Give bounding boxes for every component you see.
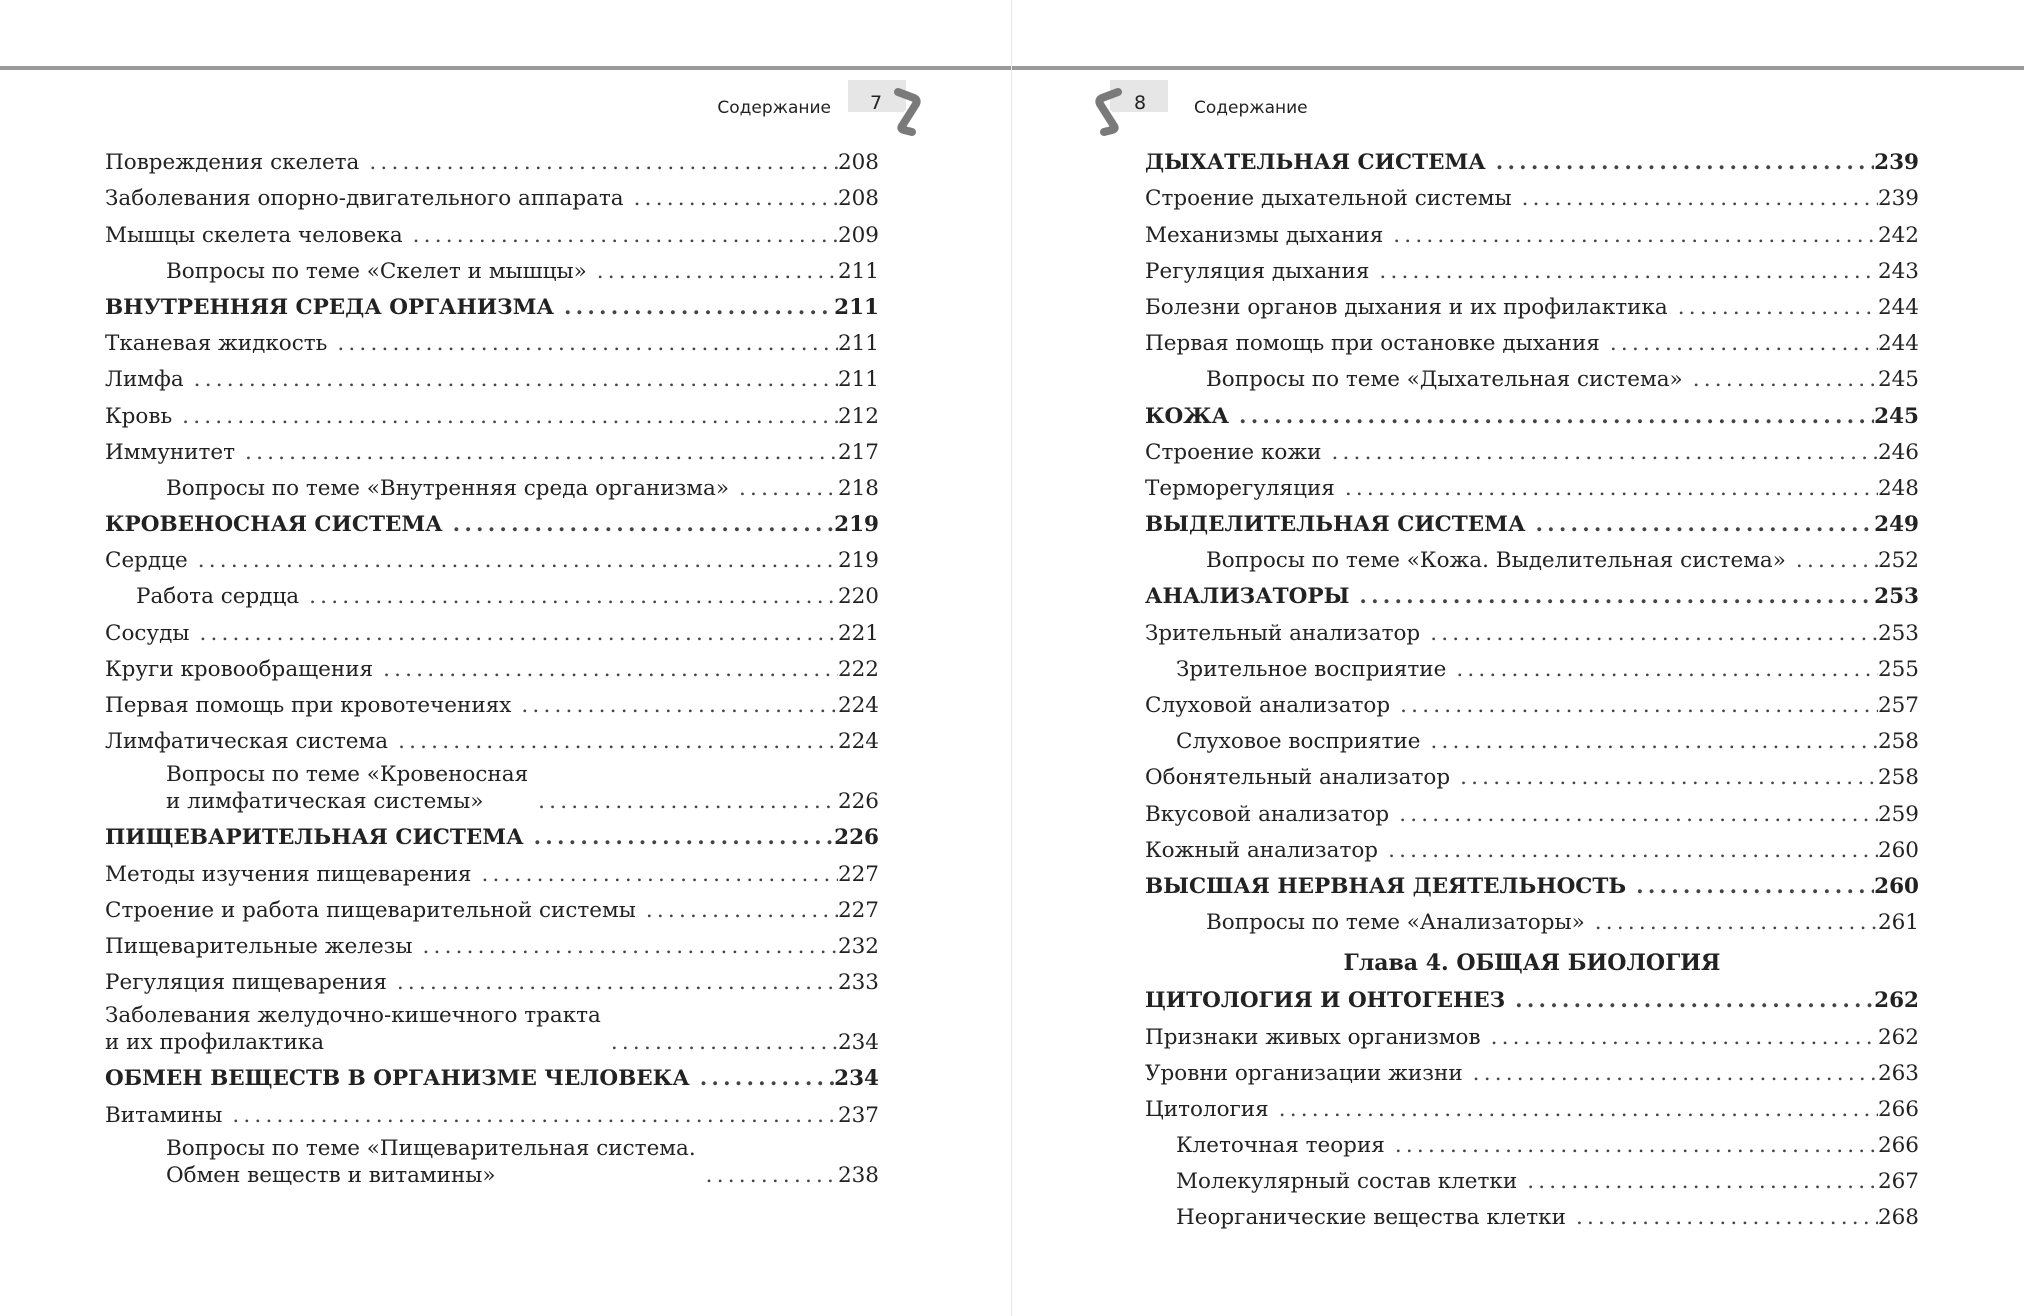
page-number: 8: [1133, 92, 1147, 114]
toc-entry-title-line: Тканевая жидкость: [105, 331, 328, 357]
toc-entry-page: 259: [1877, 801, 1919, 827]
dot-leader: [690, 1065, 834, 1096]
dot-leader: [1420, 728, 1877, 759]
toc-entry-title-line: Клеточная теория: [1176, 1133, 1385, 1159]
toc-entry[interactable]: [1145, 1199, 1919, 1235]
toc-entry-title: [1145, 801, 1389, 832]
toc-entry-title-line: Терморегуляция: [1145, 475, 1335, 501]
toc-entry-page: 209: [837, 222, 879, 248]
toc-entry-page: 253: [1874, 584, 1919, 610]
toc-entry-page: 226: [837, 789, 879, 815]
dot-leader: [1390, 692, 1878, 723]
toc-entry[interactable]: [1145, 361, 1919, 397]
toc-section-entry[interactable]: [105, 506, 879, 542]
toc-section-entry[interactable]: [1145, 578, 1919, 614]
toc-entry-title: [1145, 403, 1229, 434]
toc-list: [1145, 144, 1919, 1235]
dot-leader: [511, 692, 838, 723]
toc-entry-page: 237: [837, 1102, 879, 1128]
dot-leader: [1383, 222, 1878, 253]
dot-leader: [172, 403, 838, 434]
toc-entry-title: [105, 933, 413, 964]
toc-entry[interactable]: [105, 397, 879, 433]
toc-entry[interactable]: [105, 759, 879, 819]
toc-entry-page: 211: [837, 331, 879, 357]
toc-entry-page: 212: [837, 403, 879, 429]
toc-entry-title: [1176, 656, 1446, 687]
toc-entry-page: 266: [1877, 1096, 1919, 1122]
toc-entry-title: [1145, 620, 1420, 651]
dot-leader: [1463, 1060, 1878, 1091]
toc-entry-title-line: Строение кожи: [1145, 439, 1322, 465]
toc-entry-title: [105, 656, 373, 687]
toc-entry-title-line: ВЫСШАЯ НЕРВНАЯ ДЕЯТЕЛЬНОСТЬ: [1145, 873, 1627, 899]
toc-entry-page: 248: [1877, 475, 1919, 501]
toc-entry-page: 234: [837, 1030, 879, 1056]
toc-entry-page: 218: [837, 475, 879, 501]
toc-entry-title-line: Повреждения скелета: [105, 150, 360, 176]
toc-entry-page: 267: [1877, 1169, 1919, 1195]
dot-leader: [1349, 583, 1874, 614]
toc-entry-title-line: Вопросы по теме «Анализаторы»: [1206, 910, 1585, 936]
toc-list: [105, 144, 879, 1193]
toc-entry[interactable]: [105, 1133, 879, 1193]
toc-entry-page: 208: [837, 150, 879, 176]
toc-entry-title-line: Болезни органов дыхания и их профилактика: [1145, 294, 1668, 320]
toc-entry[interactable]: [1145, 832, 1919, 868]
toc-entry-title: [105, 1002, 601, 1060]
toc-section-entry[interactable]: [105, 819, 879, 855]
toc-entry-title: [105, 824, 524, 855]
toc-entry-page: 211: [837, 367, 879, 393]
page-number-tab: [846, 78, 928, 136]
toc-entry-page: 268: [1877, 1205, 1919, 1231]
toc-entry-page: 219: [837, 548, 879, 574]
toc-entry-page: 234: [834, 1066, 879, 1092]
dot-leader: [1446, 656, 1878, 687]
dot-leader: [387, 969, 838, 1000]
toc-entry[interactable]: [1145, 434, 1919, 470]
toc-entry[interactable]: [1145, 289, 1919, 325]
toc-entry[interactable]: [105, 216, 879, 252]
toc-entry-title: [1145, 149, 1486, 180]
toc-entry-title-line: Молекулярный состав клетки: [1176, 1169, 1518, 1195]
toc-entry-title: [1145, 692, 1390, 723]
toc-entry-title: [1176, 728, 1420, 759]
toc-entry-title: [105, 1102, 222, 1133]
toc-entry-title-line: ОБМЕН ВЕЩЕСТВ В ОРГАНИЗМЕ ЧЕЛОВЕКА: [105, 1066, 690, 1092]
toc-entry[interactable]: [105, 964, 879, 1000]
dot-leader: [1585, 909, 1878, 940]
toc-entry-title-line: Иммунитет: [105, 439, 236, 465]
toc-entry[interactable]: [1145, 723, 1919, 759]
toc-entry-title-line: Механизмы дыхания: [1145, 222, 1384, 248]
toc-entry[interactable]: [1145, 470, 1919, 506]
dot-leader: [1517, 1168, 1878, 1199]
toc-entry-page: 244: [1877, 294, 1919, 320]
toc-entry-title: [1145, 1024, 1481, 1055]
dot-leader: [1566, 1204, 1878, 1235]
dot-leader: [1525, 511, 1874, 542]
toc-entry-page: 243: [1877, 258, 1919, 284]
toc-entry[interactable]: [1145, 1018, 1919, 1054]
toc-entry-page: 255: [1877, 656, 1919, 682]
toc-entry[interactable]: [105, 892, 879, 928]
toc-entry-title-line: Лимфа: [105, 367, 184, 393]
toc-entry[interactable]: [1145, 216, 1919, 252]
dot-leader: [1335, 475, 1878, 506]
toc-entry[interactable]: [105, 253, 879, 289]
right-page: [1012, 0, 2024, 1316]
toc-entry-page: 224: [837, 729, 879, 755]
toc-entry[interactable]: [1145, 1163, 1919, 1199]
toc-entry[interactable]: [1145, 1127, 1919, 1163]
toc-entry-page: 252: [1877, 548, 1919, 574]
toc-entry-page: 208: [837, 186, 879, 212]
toc-entry-title-line: Неорганические вещества клетки: [1176, 1205, 1566, 1231]
toc-entry-title-line: Регуляция дыхания: [1145, 258, 1370, 284]
toc-entry-title-line: ЦИТОЛОГИЯ И ОНТОГЕНЕЗ: [1145, 988, 1506, 1014]
dot-leader: [696, 1162, 838, 1193]
toc-entry-title-line: Лимфатическая система: [105, 729, 389, 755]
toc-entry-title: [105, 185, 624, 216]
toc-entry-page: 220: [837, 584, 879, 610]
toc-entry-title: [1145, 583, 1349, 614]
toc-entry-title-line: Признаки живых организмов: [1145, 1024, 1481, 1050]
toc-section-entry[interactable]: [105, 289, 879, 325]
toc-section-entry[interactable]: [1145, 144, 1919, 180]
toc-section-entry[interactable]: [1145, 982, 1919, 1018]
toc-entry[interactable]: [1145, 904, 1919, 940]
toc-entry-page: 245: [1874, 403, 1919, 429]
toc-entry-title-line: Вопросы по теме «Дыхательная система»: [1206, 367, 1683, 393]
toc-entry-title-line: Вопросы по теме «Кожа. Выделительная система»: [1206, 548, 1786, 574]
toc-entry-page: 257: [1877, 693, 1919, 718]
toc-entry-page: 266: [1877, 1133, 1919, 1159]
toc-entry[interactable]: [105, 614, 879, 650]
toc-entry[interactable]: [1145, 795, 1919, 831]
toc-entry-page: 227: [837, 897, 879, 923]
toc-entry-title-line: Строение и работа пищеварительной системы: [105, 897, 636, 923]
toc-entry-title: [105, 897, 636, 928]
toc-entry[interactable]: [1145, 253, 1919, 289]
left-page: [0, 0, 1011, 1316]
toc-entry-title-line: Работа сердца: [136, 584, 300, 610]
toc-entry-title: [105, 403, 172, 434]
toc-entry[interactable]: [105, 361, 879, 397]
dot-leader: [1505, 987, 1874, 1018]
toc-section-entry[interactable]: [1145, 506, 1919, 542]
toc-entry-title: [105, 1065, 690, 1096]
toc-entry[interactable]: [105, 855, 879, 891]
toc-entry[interactable]: [105, 723, 879, 759]
toc-entry-title-line: Сердце: [105, 548, 188, 574]
toc-entry[interactable]: [105, 687, 879, 723]
toc-entry-title: [1145, 258, 1369, 289]
dot-leader: [1389, 801, 1878, 832]
dot-leader: [1512, 185, 1878, 216]
toc-entry-title: [1145, 511, 1525, 542]
toc-entry-page: 233: [837, 970, 879, 996]
toc-entry-title-line: АНАЛИЗАТОРЫ: [1145, 584, 1350, 610]
toc-entry-page: 224: [837, 693, 879, 718]
toc-section-entry[interactable]: [1145, 397, 1919, 433]
toc-entry-title-line: Кожный анализатор: [1145, 837, 1379, 863]
dot-leader: [601, 1029, 838, 1060]
dot-leader: [524, 824, 834, 855]
toc-entry-title: [105, 969, 387, 1000]
toc-entry-page: 258: [1877, 729, 1919, 755]
chapter-heading: Глава 4. ОБЩАЯ БИОЛОГИЯ: [1343, 950, 1721, 977]
toc-entry-title: [1176, 1168, 1517, 1199]
toc-entry-page: 226: [834, 825, 879, 851]
toc-entry-title: [105, 620, 189, 651]
toc-entry-title-line: и их профилактика: [105, 1030, 325, 1056]
toc-entry-page: 239: [1874, 150, 1919, 176]
toc-entry[interactable]: [1145, 1055, 1919, 1091]
dot-leader: [1385, 1132, 1878, 1163]
toc-entry-title: [105, 294, 554, 325]
toc-entry-title: [105, 547, 188, 578]
dot-leader: [1420, 620, 1878, 651]
toc-entry-title: [1145, 294, 1668, 325]
toc-entry-page: 222: [837, 656, 879, 682]
toc-entry-title: [136, 583, 299, 614]
toc-entry-title-line: Вопросы по теме «Пищеварительная система.: [166, 1135, 696, 1161]
toc-entry-page: 239: [1877, 186, 1919, 212]
toc-entry[interactable]: [1145, 1091, 1919, 1127]
toc-entry[interactable]: [1145, 180, 1919, 216]
toc-entry-title-line: Круги кровообращения: [105, 656, 374, 682]
toc-entry-title-line: Первая помощь при кровотечениях: [105, 693, 512, 718]
toc-entry[interactable]: [1145, 542, 1919, 578]
dot-leader: [235, 439, 838, 470]
toc-entry[interactable]: [1145, 325, 1919, 361]
toc-entry-title: [1145, 439, 1321, 470]
toc-entry-title-line: КРОВЕНОСНАЯ СИСТЕМА: [105, 512, 443, 538]
dot-leader: [443, 511, 834, 542]
dot-leader: [471, 861, 837, 892]
toc-entry-title-line: Обонятельный анализатор: [1145, 765, 1451, 791]
toc-entry[interactable]: [105, 470, 879, 506]
dot-leader: [528, 788, 838, 819]
toc-entry-title: [166, 761, 528, 819]
toc-entry-title-line: Цитология: [1145, 1096, 1269, 1122]
toc-entry-page: 219: [834, 512, 879, 538]
toc-entry-page: 260: [1874, 873, 1919, 899]
toc-entry-title-line: Вопросы по теме «Скелет и мышцы»: [166, 258, 587, 284]
toc-entry-title: [105, 861, 471, 892]
toc-entry-title: [105, 366, 184, 397]
toc-entry[interactable]: [105, 1000, 879, 1060]
toc-entry[interactable]: [105, 180, 879, 216]
toc-entry-title-line: Регуляция пищеварения: [105, 970, 387, 996]
dot-leader: [373, 656, 838, 687]
toc-entry-title: [1145, 330, 1600, 361]
dot-leader: [1481, 1024, 1878, 1055]
toc-entry-title-line: Витамины: [105, 1102, 223, 1128]
toc-entry-title-line: Обмен веществ и витамины»: [166, 1162, 496, 1188]
toc-entry-title-line: и лимфатическая системы»: [166, 789, 484, 815]
dot-leader: [1600, 330, 1878, 361]
toc-entry-page: 261: [1877, 910, 1919, 936]
toc-entry-page: 217: [837, 439, 879, 465]
toc-entry-title-line: Кровь: [105, 403, 173, 429]
dot-leader: [587, 258, 838, 289]
toc-entry-page: 227: [837, 861, 879, 887]
toc-entry-page: 262: [1874, 988, 1919, 1014]
toc-entry-page: 238: [837, 1162, 879, 1188]
toc-entry[interactable]: [105, 144, 879, 180]
dot-leader: [1668, 294, 1878, 325]
dot-leader: [222, 1102, 838, 1133]
toc-entry-title-line: Первая помощь при остановке дыхания: [1145, 331, 1600, 357]
toc-entry[interactable]: [1145, 651, 1919, 687]
toc-entry-title-line: Зрительный анализатор: [1145, 620, 1421, 646]
toc-entry-title-line: ВНУТРЕННЯЯ СРЕДА ОРГАНИЗМА: [105, 294, 554, 320]
dot-leader: [1229, 403, 1874, 434]
page-number-tab: [1088, 78, 1170, 136]
toc-entry-title: [1145, 987, 1505, 1018]
dot-leader: [184, 366, 838, 397]
toc-entry-title-line: Зрительное восприятие: [1176, 656, 1447, 682]
toc-entry-title-line: Уровни организации жизни: [1145, 1060, 1463, 1086]
dot-leader: [1486, 149, 1874, 180]
toc-entry[interactable]: [105, 325, 879, 361]
dot-leader: [636, 897, 838, 928]
dot-leader: [624, 185, 838, 216]
toc-entry-title: [1145, 764, 1450, 795]
toc-entry-page: 246: [1877, 439, 1919, 465]
toc-entry[interactable]: [105, 651, 879, 687]
toc-entry-page: 221: [837, 620, 879, 646]
dot-leader: [403, 222, 838, 253]
toc-entry[interactable]: [1145, 687, 1919, 723]
toc-entry-page: 249: [1874, 512, 1919, 538]
toc-entry-title: [105, 728, 388, 759]
dot-leader: [1786, 547, 1878, 578]
dot-leader: [1269, 1096, 1878, 1127]
toc-entry-title: [105, 439, 235, 470]
toc-entry-title-line: Вкусовой анализатор: [1145, 801, 1390, 827]
dot-leader: [1369, 258, 1878, 289]
toc-entry-page: 258: [1877, 765, 1919, 791]
toc-entry-page: 245: [1877, 367, 1919, 393]
toc-entry-title-line: Вопросы по теме «Внутренняя среда организма»: [166, 475, 729, 501]
toc-entry-page: 211: [834, 294, 879, 320]
dot-leader: [1683, 366, 1878, 397]
dot-leader: [1626, 873, 1874, 904]
toc-entry-title-line: Методы изучения пищеварения: [105, 861, 472, 887]
toc-entry-title: [1206, 909, 1585, 940]
dot-leader: [327, 330, 838, 361]
toc-entry-title-line: ВЫДЕЛИТЕЛЬНАЯ СИСТЕМА: [1145, 512, 1526, 538]
toc-entry-title-line: Строение дыхательной системы: [1145, 186, 1512, 212]
toc-entry-title: [1145, 1096, 1269, 1127]
toc-entry-title-line: Заболевания желудочно-кишечного тракта: [105, 1003, 601, 1029]
toc-entry-title: [1145, 222, 1383, 253]
toc-entry-title-line: Слуховое восприятие: [1176, 729, 1421, 755]
dot-leader: [299, 583, 838, 614]
toc-entry-page: 262: [1877, 1024, 1919, 1050]
toc-section-entry[interactable]: [105, 1060, 879, 1096]
dot-leader: [359, 149, 838, 180]
toc-entry-page: 242: [1877, 222, 1919, 248]
toc-entry-title: [1176, 1204, 1566, 1235]
running-head: Содержание: [1194, 98, 1308, 118]
toc-entry-title-line: Вопросы по теме «Кровеносная: [166, 762, 529, 788]
toc-entry-title: [105, 330, 327, 361]
running-head: Содержание: [717, 98, 831, 118]
toc-entry-title: [105, 692, 511, 723]
toc-entry-title-line: Мышцы скелета человека: [105, 222, 403, 248]
toc-entry[interactable]: [105, 928, 879, 964]
dot-leader: [1450, 764, 1878, 795]
toc-entry[interactable]: [1145, 614, 1919, 650]
toc-entry-title-line: КОЖА: [1145, 403, 1230, 429]
toc-entry-title: [1206, 366, 1683, 397]
dot-leader: [1378, 837, 1878, 868]
toc-entry-page: 253: [1877, 620, 1919, 646]
toc-entry-page: 232: [837, 933, 879, 959]
toc-entry-title: [1145, 873, 1626, 904]
toc-entry-title-line: Заболевания опорно-двигательного аппарата: [105, 186, 624, 212]
page-number: 7: [869, 92, 883, 114]
toc-entry[interactable]: [1145, 759, 1919, 795]
toc-entry-title: [1206, 547, 1786, 578]
toc-entry[interactable]: [105, 434, 879, 470]
toc-entry-title: [1145, 475, 1335, 506]
dot-leader: [1321, 439, 1877, 470]
toc-entry-title: [1145, 1060, 1463, 1091]
toc-section-entry[interactable]: [1145, 868, 1919, 904]
toc-entry-title: [105, 222, 403, 253]
toc-entry-title-line: Пищеварительные железы: [105, 933, 413, 959]
toc-entry-page: 263: [1877, 1060, 1919, 1086]
toc-entry-title-line: ДЫХАТЕЛЬНАЯ СИСТЕМА: [1145, 150, 1486, 176]
toc-entry-title-line: Сосуды: [105, 620, 190, 646]
dot-leader: [189, 620, 838, 651]
toc-entry-title-line: ПИЩЕВАРИТЕЛЬНАЯ СИСТЕМА: [105, 825, 524, 851]
dot-leader: [388, 728, 838, 759]
toc-entry-title-line: Слуховой анализатор: [1145, 693, 1391, 718]
toc-entry-title: [1176, 1132, 1385, 1163]
toc-entry-page: 244: [1877, 331, 1919, 357]
dot-leader: [729, 475, 838, 506]
toc-entry-title: [166, 258, 587, 289]
toc-entry-title: [105, 149, 359, 180]
toc-entry-title: [1145, 837, 1378, 868]
toc-entry-page: 211: [837, 258, 879, 284]
toc-entry[interactable]: [105, 542, 879, 578]
toc-entry-title: [1145, 185, 1512, 216]
toc-entry-title: [166, 1135, 696, 1193]
toc-entry[interactable]: [105, 578, 879, 614]
dot-leader: [188, 547, 838, 578]
toc-entry-title: [166, 475, 729, 506]
dot-leader: [554, 294, 834, 325]
toc-entry-page: 260: [1877, 837, 1919, 863]
toc-entry[interactable]: [105, 1096, 879, 1132]
toc-entry-title: [105, 511, 443, 542]
dot-leader: [413, 933, 838, 964]
